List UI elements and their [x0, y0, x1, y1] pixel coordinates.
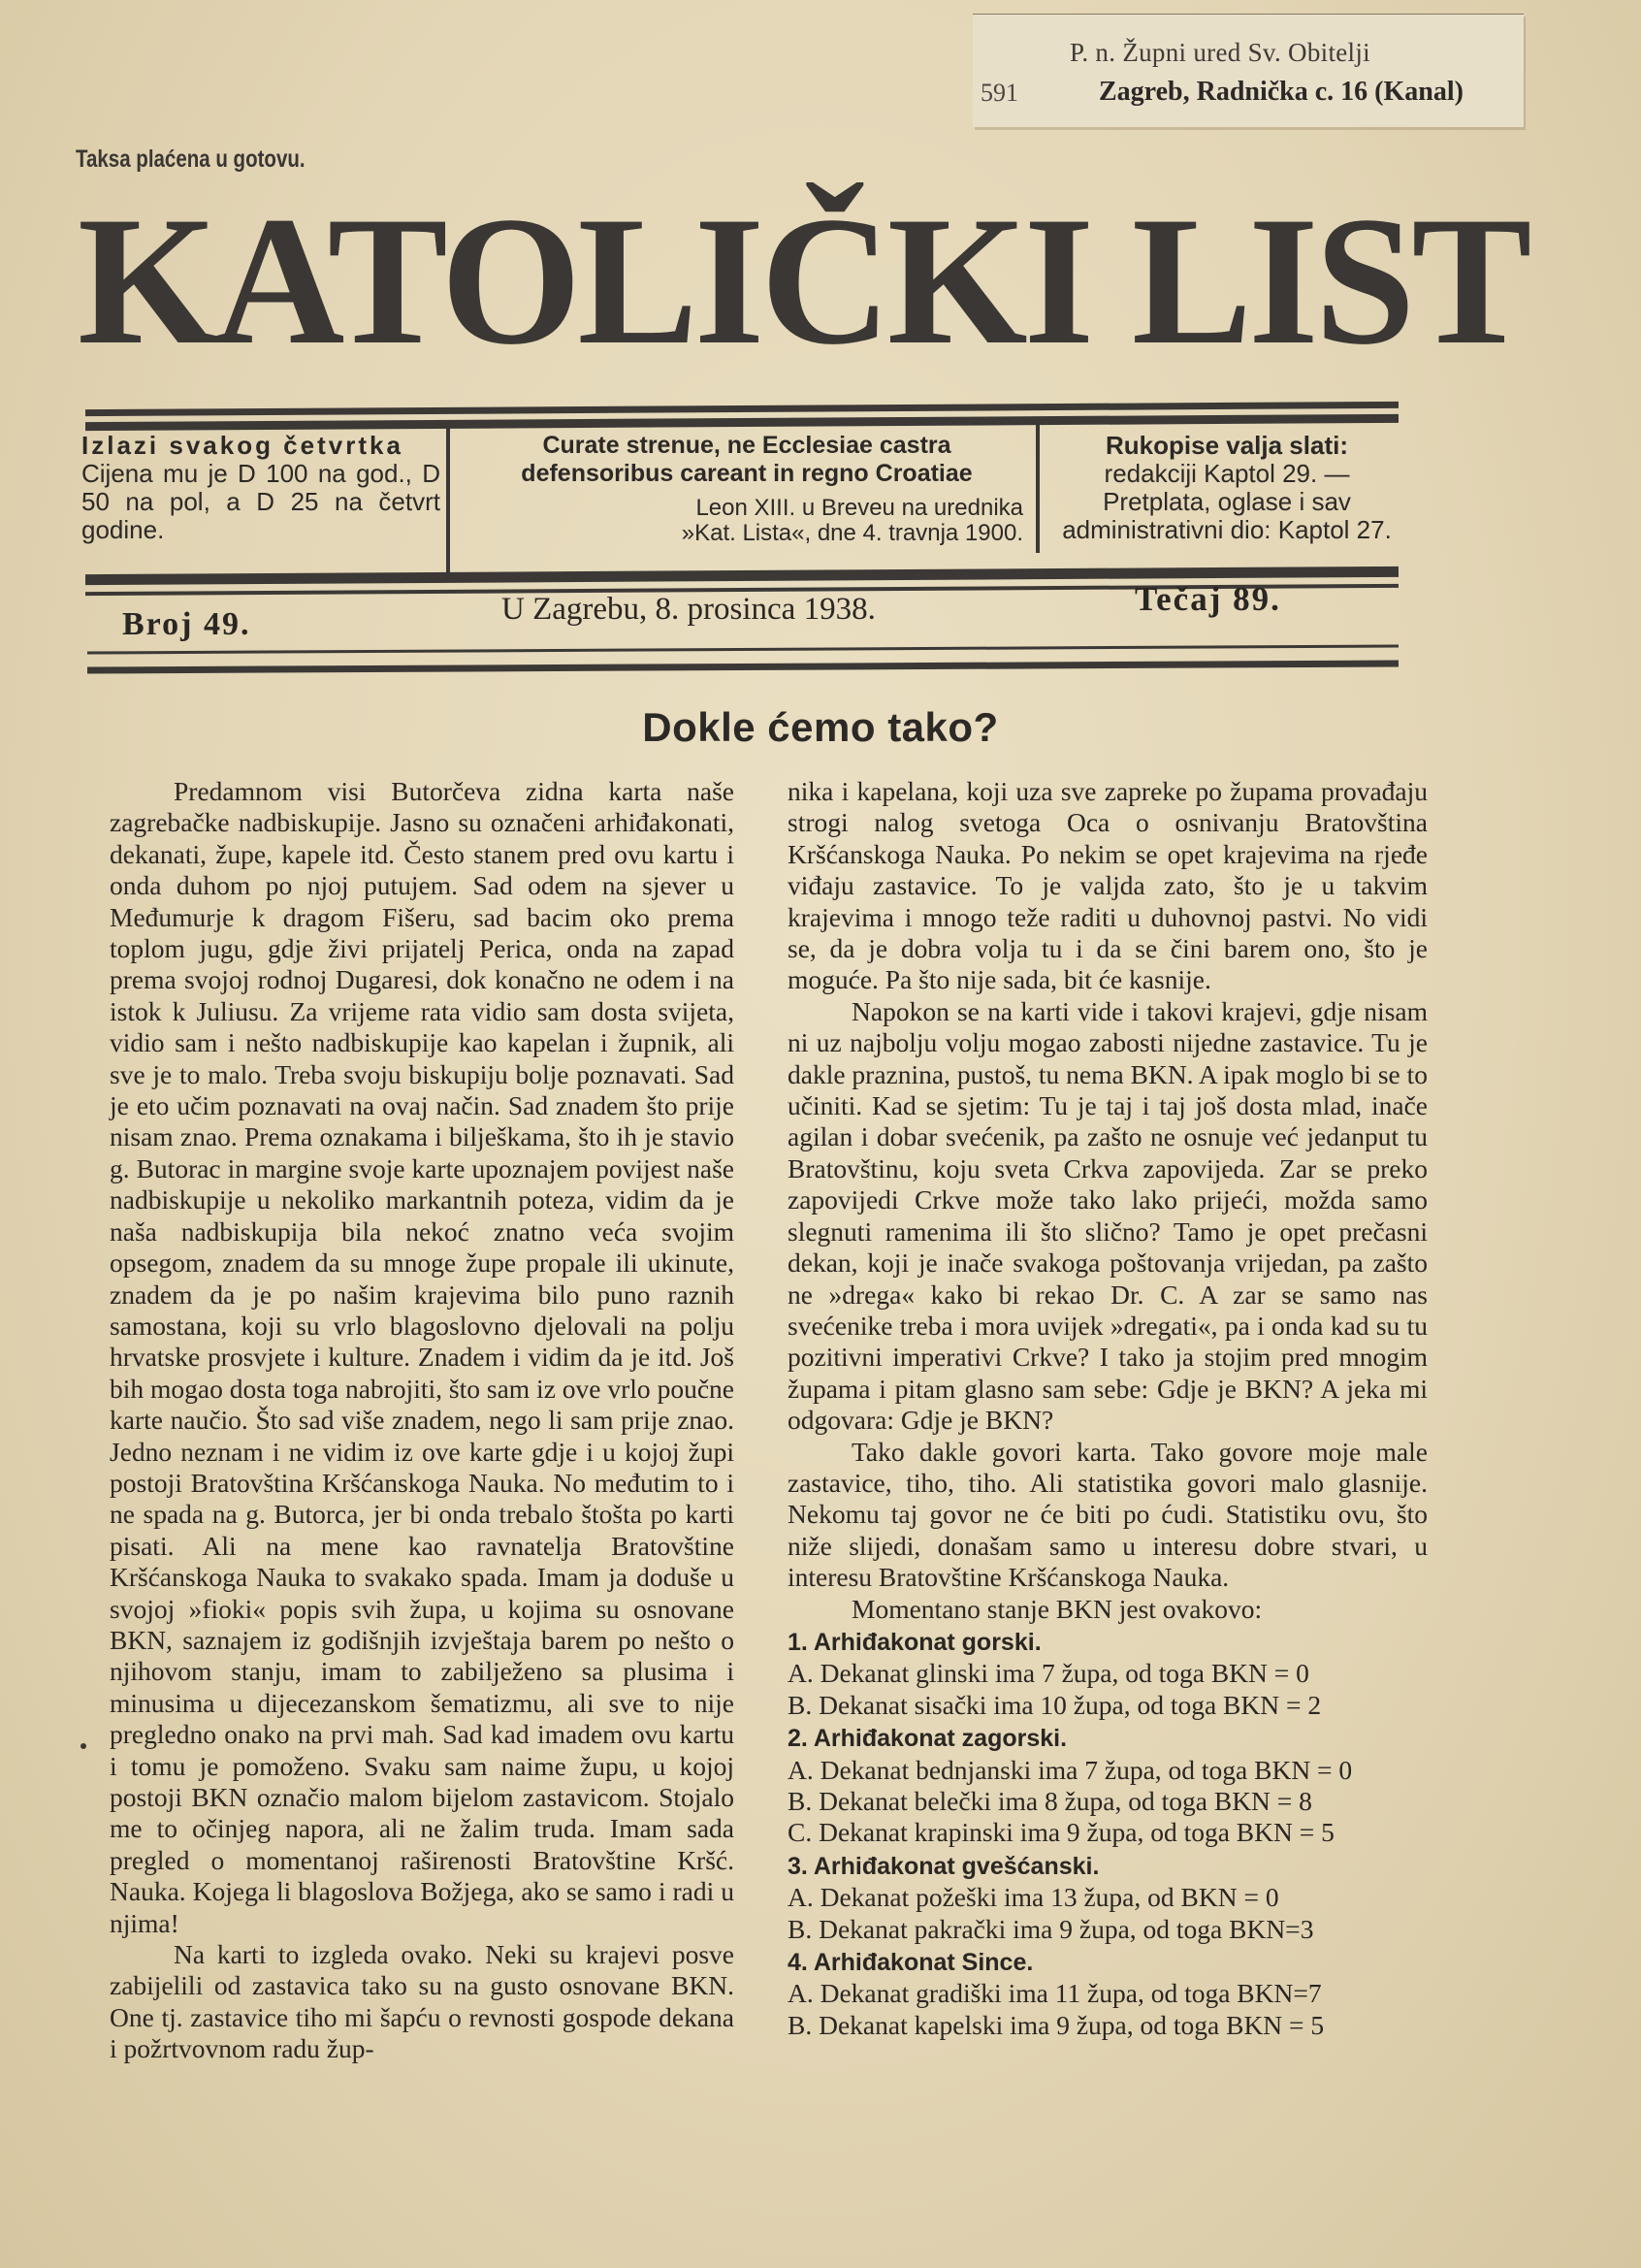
issue-number: Broj 49. [122, 606, 251, 642]
subscription-price: Cijena mu je D 100 na god., D 50 na pol, a D 25 na četvrt godine. [81, 459, 440, 544]
article-paragraph: Na karti to izgleda ovako. Neki su krajevi posve zabijelili od zastavica tako su na gusto osnovane BKN. One tj. zastavice tiho mi šapću o revnosti gospode dekana i požrtvovnom radu žup- [110, 1939, 734, 2064]
statistics-section [788, 1947, 1428, 2041]
issue-rule-2 [87, 660, 1399, 673]
subscriber-number: 591 [981, 79, 1018, 107]
motto-line-2: defensoribus careant in regno Croatiae [521, 460, 973, 487]
postage-note: Taksa plaćena u gotovu. [76, 146, 306, 173]
article-title: Dokle ćemo tako? [642, 704, 999, 750]
article-paragraph: Napokon se na karti vide i takovi krajevi, gdje nisam ni uz najbolju volju mogao zabosti nijedne zastavice. Tu je dakle praznina, pustoš, tu nema BKN. A ipak moglo bi se to učiniti. Kad se sjetim: Tu je taj i taj još dosta mlad, inače agilan i dobar svećenik, pa zašto ne osnuje već jedanput tu Bratovštinu, koju sveta Crkva zapovijeda. Zar se preko zapovijedi Crkve može tako lako prijeći, možda samo slegnuti ramenima ili što slično? Tamo je opet prečasni dekan, koji je inače svakoga poštovanja vrijedan, pa zašto ne »drega« kako bi rekao Dr. C. A zar se samo nas svećenike treba i mora uvijek »dregati«, pa i onda kad su tu pozitivni imperativi Crkve? I tako ja stojim pred mnogim župama i pitam glasno sam sebe: Gdje je BKN? A jeka mi odgovara: Gdje je BKN? [788, 995, 1428, 1436]
statistics-item: A. Dekanat glinski ima 7 župa, od toga BKN = 0 [788, 1658, 1309, 1689]
masthead-rule-top [85, 402, 1399, 416]
motto-citation-2: »Kat. Lista«, dne 4. travnja 1900. [681, 520, 1023, 546]
motto-line-1: Curate strenue, ne Ecclesiae castra [542, 432, 951, 459]
info-motto [461, 432, 1033, 572]
statistics-heading: 3. Arhiđakonat gvešćanski. [788, 1852, 1100, 1880]
info-subscription [81, 432, 440, 572]
issue-date: U Zagrebu, 8. prosinca 1938. [501, 592, 876, 627]
ink-speck [80, 1743, 86, 1749]
statistics-heading: 2. Arhiđakonat zagorski. [788, 1725, 1068, 1753]
masthead-rule-top-2 [85, 414, 1399, 431]
info-divider-left [446, 427, 450, 572]
address-line-2: Zagreb, Radnička c. 16 (Kanal) [1099, 77, 1464, 107]
statistics-intro: Momentano stanje BKN jest ovakovo: [852, 1593, 1263, 1624]
statistics-item: B. Dekanat kapelski ima 9 župa, od toga BKN = 5 [788, 2009, 1325, 2040]
statistics-item: A. Dekanat gradiški ima 11 župa, od toga BKN=7 [788, 1978, 1322, 2009]
article-paragraph: Tako dakle govori karta. Tako govore moje male zastavice, tiho, tiho. Ali statistika govori malo glasnije. Nekomu taj govor ne će biti po ćudi. Statistiku ovu, što niže slijedi, donašam samo u interesu dobre stvari, u interesu Bratovštine Kršćanskoga Nauka. [788, 1436, 1428, 1593]
statistics-heading: 4. Arhiđakonat Since. [788, 1949, 1034, 1977]
editorial-address: redakciji Kaptol 29. — Pretplata, oglase i sav administrativni dio: Kaptol 27. [1062, 459, 1392, 544]
issue-rule-1 [87, 644, 1399, 654]
statistics-item: A. Dekanat bednjanski ima 7 župa, od toga BKN = 0 [788, 1754, 1353, 1785]
motto-citation-1: Leon XIII. u Breveu na urednika [695, 495, 1023, 521]
statistics-item: B. Dekanat belečki ima 8 župa, od toga BKN = 8 [788, 1786, 1312, 1816]
info-editorial [1047, 432, 1406, 572]
masthead-title: KATOLIČKI LIST [78, 179, 1528, 383]
article-column-right [788, 776, 1428, 2041]
issue-volume: Tečaj 89. [1135, 580, 1281, 618]
statistics-item: B. Dekanat sisački ima 10 župa, od toga BKN = 2 [788, 1689, 1322, 1720]
statistics-section [788, 1627, 1428, 1721]
article-paragraph: nika i kapelana, koji uza sve zapreke po župama provađaju strogi nalog svetoga Oca o osnivanju Bratovština Kršćanskoga Nauka. Po nekim se opet krajevima na rjeđe viđaju zastavice. To je valjda zato, što je u takvim krajevima i mnogo teže raditi u duhovnoj pastvi. No vidi se, da je dobra volja tu i da se čini barem ono, što je moguće. Pa što nije sada, bit će kasnije. [788, 776, 1428, 995]
statistics-item: A. Dekanat požeški ima 13 župa, od BKN = 0 [788, 1882, 1279, 1913]
statistics-item: C. Dekanat krapinski ima 9 župa, od toga BKN = 5 [788, 1817, 1335, 1848]
statistics-heading: 1. Arhiđakonat gorski. [788, 1628, 1042, 1656]
editorial-heading: Rukopise valja slati: [1106, 431, 1348, 460]
article-paragraph: Predamnom visi Butorčeva zidna karta naše zagrebačke nadbiskupije. Jasno su označeni arhiđakonati, dekanati, župe, kapele itd. Često stanem pred ovu kartu i onda duhom po njoj putujem. Sad odem na sjever u Međumurje k dragom Fišeru, sad bacim oko prema toplom jugu, gdje živi prijatelj Perica, onda na zapad prema svojoj rodnoj Dugaresi, dok konačno ne odem i na istok k Juliusu. Za vrijeme rata vidio sam dosta svijeta, vidio sam i nešto nadbiskupije kao kapelan i župnik, ali sve je to malo. Treba svoju biskupiju bolje poznavati. Sad je eto učim poznavati na ovaj način. Sad znadem što prije nisam znao. Prema oznakama i bilješkama, što ih je stavio g. Butorac in margine svoje karte upoznajem povijest naše nadbiskupije u nekoliko markantnih poteza, vidim da je naša nadbiskupija bila nekoć znatno veća svojim opsegom, znadem da su mnoge župe propale ili ukinute, znadem da je po našim krajevima bilo puno raznih samostana, koji su vrlo blagoslovno djelovali na polju hrvatske prosvjete i kulture. Znadem i vidim da je itd. Još bih mogao dosta toga nabrojiti, što sam iz ove vrlo poučne karte naučio. Što sad više znadem, nego li sam prije znao. Jedno neznam i ne vidim iz ove karte gdje i u kojoj župi postoji Bratovština Kršćanskoga Nauka. No međutim to i ne spada na g. Butorca, jer bi onda trebalo štošta po karti pisati. Ali na mene kao ravnatelja Bratovštine Kršćanskoga Nauka to svakako spada. Imam ja doduše u svojoj »fioki« popis svih župa, u kojima su osnovane BKN, saznajem iz godišnjih izvještaja barem po nešto o njihovom stanju, imam to zabilježeno sa plusima i minusima u dijecezanskom šematizmu, ali sve to nije pregledno onako na prvi mah. Sad kad imadem ovu kartu i tomu je pomoženo. Svaku sam naime župu, u kojoj postoji BKN označio malom bijelom zastavicom. Stojalo me to očinjeg napora, ali ne žalim truda. Imam sada pregled o momentanoj raširenosti Bratovštine Kršć. Nauka. Kojega li blagoslova Božjega, ako se samo i radi u njima! [110, 776, 734, 1938]
statistics-section [788, 1723, 1428, 1849]
address-label [973, 14, 1524, 127]
publication-frequency: Izlazi svakog četvrtka [81, 431, 403, 460]
article-column-left [110, 776, 734, 2065]
statistics-section [788, 1851, 1428, 1945]
address-line-1: P. n. Župni ured Sv. Obitelji [1070, 38, 1370, 67]
statistics-item: B. Dekanat pakrački ima 9 župa, od toga BKN=3 [788, 1913, 1314, 1944]
info-divider-right [1036, 417, 1040, 553]
